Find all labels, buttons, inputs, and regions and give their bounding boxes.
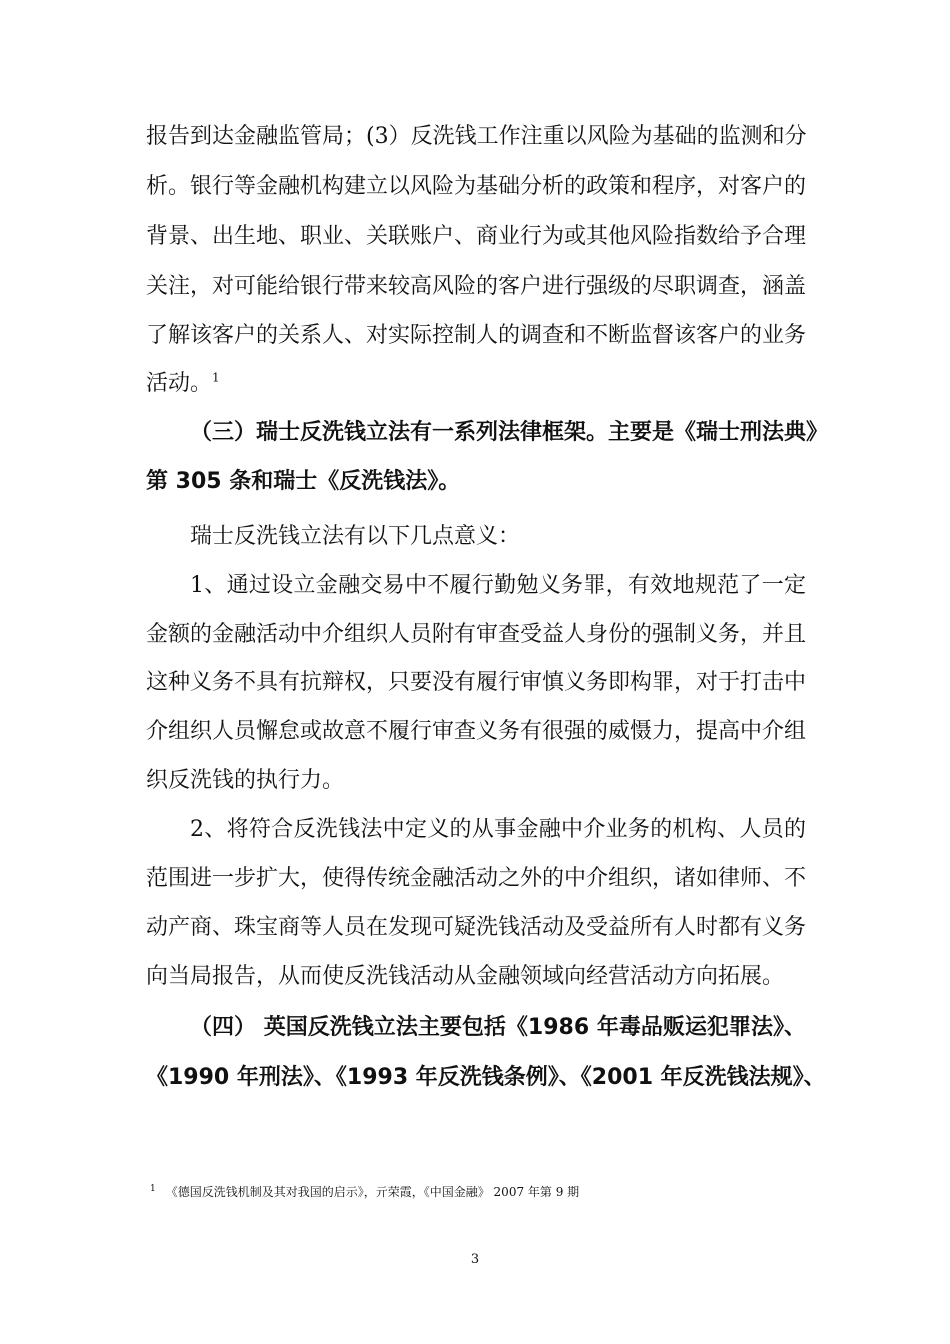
text-line: 范围进一步扩大，使得传统金融活动之外的中介组织，诸如律师、不	[146, 866, 807, 891]
text-line: 了解该客户的关系人、对实际控制人的调查和不断监督该客户的业务	[146, 323, 807, 348]
footnote-text: 《德国反洗钱机制及其对我国的启示》，亓荣霞，《中国金融》 2007 年第 9 期	[165, 1185, 580, 1199]
text-line: 介组织人员懈怠或故意不履行审查义务有很强的威慑力，提高中介组	[146, 719, 807, 744]
heading-line: 第 305 条和瑞士《反洗钱法》。	[146, 469, 461, 494]
footnote-reference: 1	[212, 370, 220, 385]
text-line-content: 活动。	[146, 371, 213, 396]
text-line: 动产商、珠宝商等人员在发现可疑洗钱活动及受益所有人时都有义务	[146, 915, 807, 940]
text-line: 1、通过设立金融交易中不履行勤勉义务罪，有效地规范了一定	[190, 573, 806, 598]
page-number: 3	[470, 1252, 480, 1267]
text-line: 这种义务不具有抗辩权，只要没有履行审慎义务即构罪，对于打击中	[146, 670, 807, 695]
text-line: 向当局报告，从而使反洗钱活动从金融领域向经营活动方向拓展。	[146, 964, 785, 989]
text-line: 析。银行等金融机构建立以风险为基础分析的政策和程序，对客户的	[146, 174, 807, 199]
footnote	[150, 1182, 579, 1202]
heading-line: （三）瑞士反洗钱立法有一系列法律框架。主要是《瑞士刑法典》	[190, 420, 829, 445]
text-line: 金额的金融活动中介组织人员附有审查受益人身份的强制义务，并且	[146, 622, 807, 647]
footnote-mark: 1	[150, 1184, 156, 1194]
text-line: 报告到达金融监管局；(3）反洗钱工作注重以风险为基础的监测和分	[146, 124, 807, 149]
heading-line: （四） 英国反洗钱立法主要包括《1986 年毒品贩运犯罪法》、	[190, 1015, 806, 1040]
text-line: 关注，对可能给银行带来较高风险的客户进行强级的尽职调查，涵盖	[146, 274, 807, 299]
text-line: 织反洗钱的执行力。	[146, 768, 345, 793]
text-line	[146, 364, 806, 404]
text-line: 背景、出生地、职业、关联账户、商业行为或其他风险指数给予合理	[146, 224, 807, 249]
text-line: 2、将符合反洗钱法中定义的从事金融中介业务的机构、人员的	[190, 817, 806, 842]
text-line: 瑞士反洗钱立法有以下几点意义：	[190, 524, 521, 549]
heading-line: 《1990 年刑法》、《1993 年反洗钱条例》、《2001 年反洗钱法规》、	[146, 1065, 826, 1090]
